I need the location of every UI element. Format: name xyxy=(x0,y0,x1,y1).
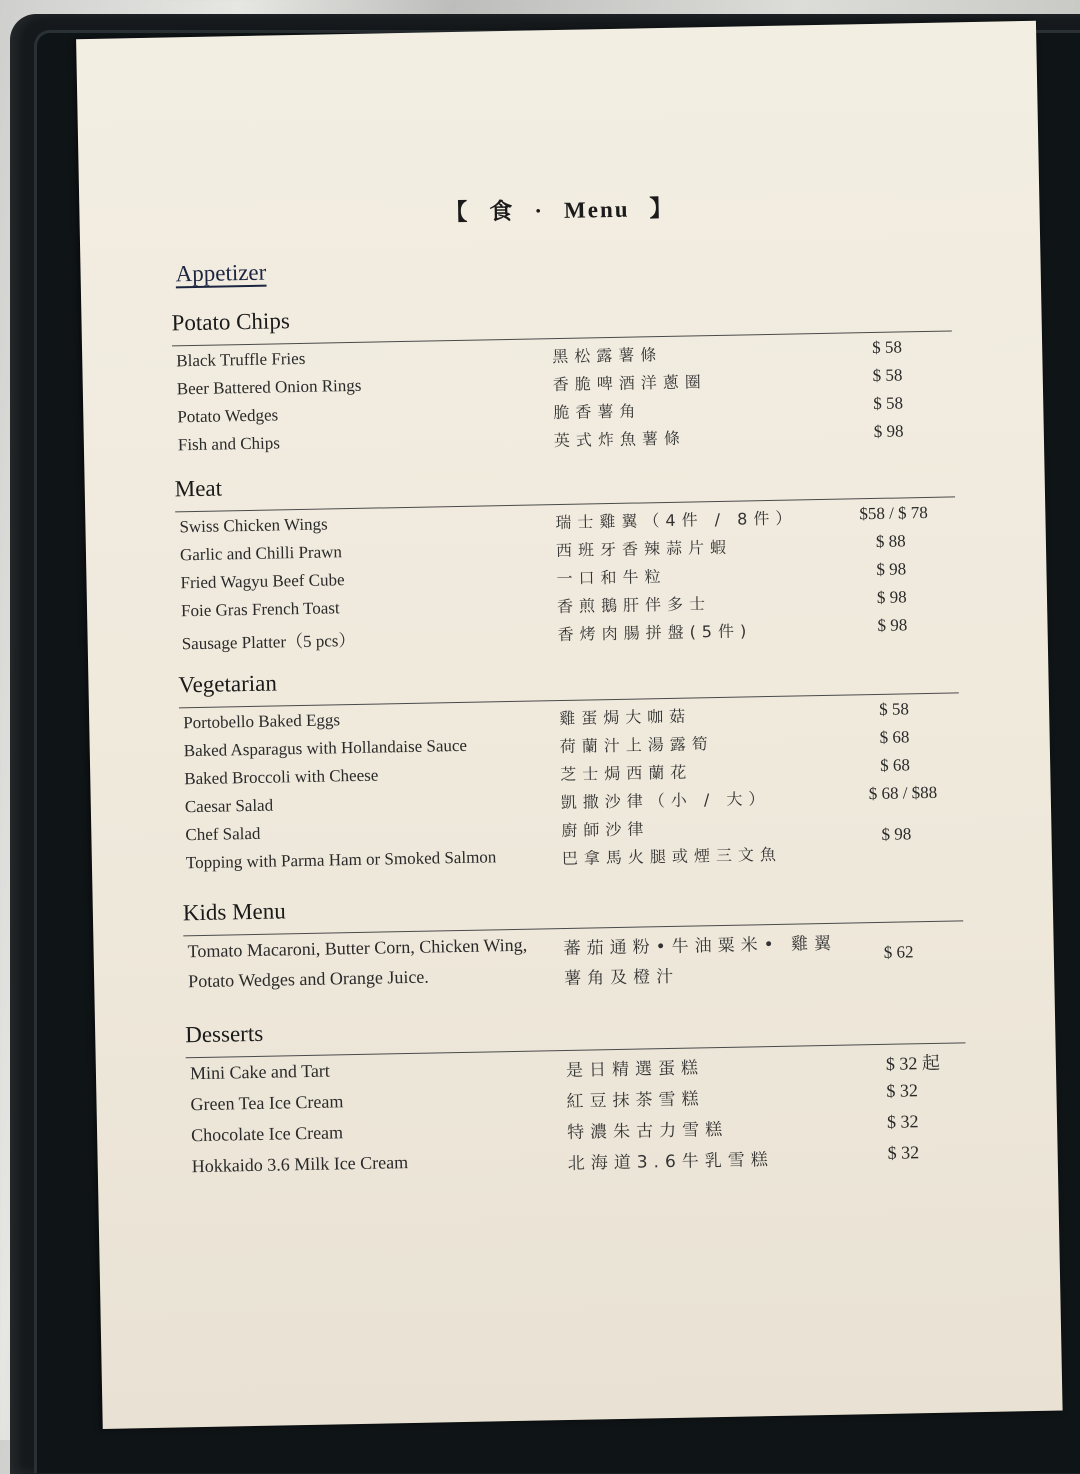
item-name-en: Fish and Chips xyxy=(177,433,281,455)
item-name-en: Baked Asparagus with Hollandaise Sauce xyxy=(183,735,468,761)
item-name-zh: 薯角及橙汁 xyxy=(564,966,680,990)
item-price: $ 98 xyxy=(877,615,908,635)
item-name-zh: 香烤肉腸拼盤(5件) xyxy=(557,621,753,645)
item-name-zh: 黑松露薯條 xyxy=(552,345,663,367)
item-name-zh: 香脆啤酒洋蔥圈 xyxy=(552,372,707,395)
item-name-zh: 香煎鵝肝伴多士 xyxy=(556,594,712,617)
item-price: $ 88 xyxy=(875,531,906,551)
item-price: $58 / $ 78 xyxy=(859,502,928,524)
item-name-zh: 荷蘭汁上湯露筍 xyxy=(559,734,714,757)
item-name-en: Green Tea Ice Cream xyxy=(190,1091,344,1115)
item-name-en: Beer Battered Onion Rings xyxy=(176,375,362,399)
menu-sheet xyxy=(76,21,1063,1429)
item-name-en: Swiss Chicken Wings xyxy=(179,514,328,537)
item-price: $ 98 xyxy=(876,587,907,607)
section-appetizer: Appetizer xyxy=(175,259,267,287)
item-name-en: Potato Wedges and Orange Juice. xyxy=(188,966,429,992)
item-price: $ 58 xyxy=(873,393,904,413)
item-price: $ 98 xyxy=(876,559,907,579)
item-name-en: Black Truffle Fries xyxy=(176,348,306,371)
item-name-en: Potato Wedges xyxy=(177,405,279,427)
item-name-zh: 瑞士雞翼（4件 / 8件） xyxy=(555,508,798,533)
item-name-en: Baked Broccoli with Cheese xyxy=(184,765,379,789)
item-name-zh: 紅豆抹茶雪糕 xyxy=(566,1089,705,1112)
title-close-bracket: 】 xyxy=(649,195,675,222)
category-title: Potato Chips xyxy=(171,308,290,336)
item-name-zh: 特濃朱古力雪糕 xyxy=(566,1119,729,1143)
item-name-en: Caesar Salad xyxy=(184,795,274,817)
category-title: Vegetarian xyxy=(178,670,278,698)
item-name-zh: 北海道3.6牛乳雪糕 xyxy=(567,1150,774,1174)
category-kids-menu xyxy=(183,882,965,998)
item-price: $ 98 xyxy=(873,421,904,441)
category-meat xyxy=(174,458,957,654)
item-price: $ 32 起 xyxy=(885,1052,941,1074)
item-name-zh: 雞蛋焗大咖菇 xyxy=(559,706,692,729)
item-name-en: Foie Gras French Toast xyxy=(180,598,340,621)
item-price: $ 68 / $88 xyxy=(868,782,938,804)
item-name-en: Fried Wagyu Beef Cube xyxy=(180,570,345,593)
title-separator: · xyxy=(534,198,545,224)
category-vegetarian xyxy=(178,654,962,878)
item-price: $ 68 xyxy=(879,727,910,747)
item-price: $ 32 xyxy=(886,1080,919,1101)
item-name-en: Hokkaido 3.6 Milk Ice Cream xyxy=(191,1152,409,1177)
category-potato-chips xyxy=(171,292,954,460)
item-name-en: Sausage Platter（5 pcs） xyxy=(181,630,356,654)
item-name-en: Chocolate Ice Cream xyxy=(190,1122,344,1146)
item-price: $ 58 xyxy=(872,365,903,385)
item-name-zh: 脆香薯角 xyxy=(553,401,642,423)
item-price: $ 58 xyxy=(871,337,903,357)
item-name-en: Chef Salad xyxy=(185,823,261,845)
category-desserts xyxy=(185,1004,968,1184)
title-open-bracket: 【 xyxy=(444,199,470,226)
item-name-zh: 蕃茄通粉•牛油粟米• 雞翼 xyxy=(563,933,838,960)
title-zh: 食 xyxy=(489,198,515,225)
item-price: $ 32 xyxy=(886,1111,919,1132)
menu-title xyxy=(79,183,1039,234)
item-price: $ 32 xyxy=(887,1142,920,1163)
item-name-zh: 廚師沙律 xyxy=(561,819,650,841)
category-title: Desserts xyxy=(184,1020,264,1048)
item-name-zh: 英式炸魚薯條 xyxy=(553,428,687,451)
item-price: $ 98 xyxy=(881,824,912,844)
item-name-en: Mini Cake and Tart xyxy=(189,1060,331,1084)
item-name-zh: 凱撒沙律（小 / 大） xyxy=(560,789,771,813)
category-title: Meat xyxy=(174,475,223,502)
item-name-en: Portobello Baked Eggs xyxy=(183,710,341,733)
item-price: $ 62 xyxy=(883,942,914,962)
item-name-zh: 是日精選蛋糕 xyxy=(565,1058,705,1081)
title-en: Menu xyxy=(563,196,630,223)
category-title: Kids Menu xyxy=(182,898,286,926)
item-name-zh: 芝士焗西蘭花 xyxy=(560,762,693,785)
item-name-en: Tomato Macaroni, Butter Corn, Chicken Wing, xyxy=(187,934,528,962)
item-name-zh: 西班牙香辣蒜片蝦 xyxy=(555,537,733,561)
item-name-en: Garlic and Chilli Prawn xyxy=(179,542,343,565)
item-name-zh: 巴拿馬火腿或煙三文魚 xyxy=(561,844,783,869)
item-name-en: Topping with Parma Ham or Smoked Salmon xyxy=(185,847,497,873)
item-price: $ 58 xyxy=(878,699,910,719)
item-price: $ 68 xyxy=(879,755,911,775)
item-name-zh: 一口和牛粒 xyxy=(556,566,667,589)
